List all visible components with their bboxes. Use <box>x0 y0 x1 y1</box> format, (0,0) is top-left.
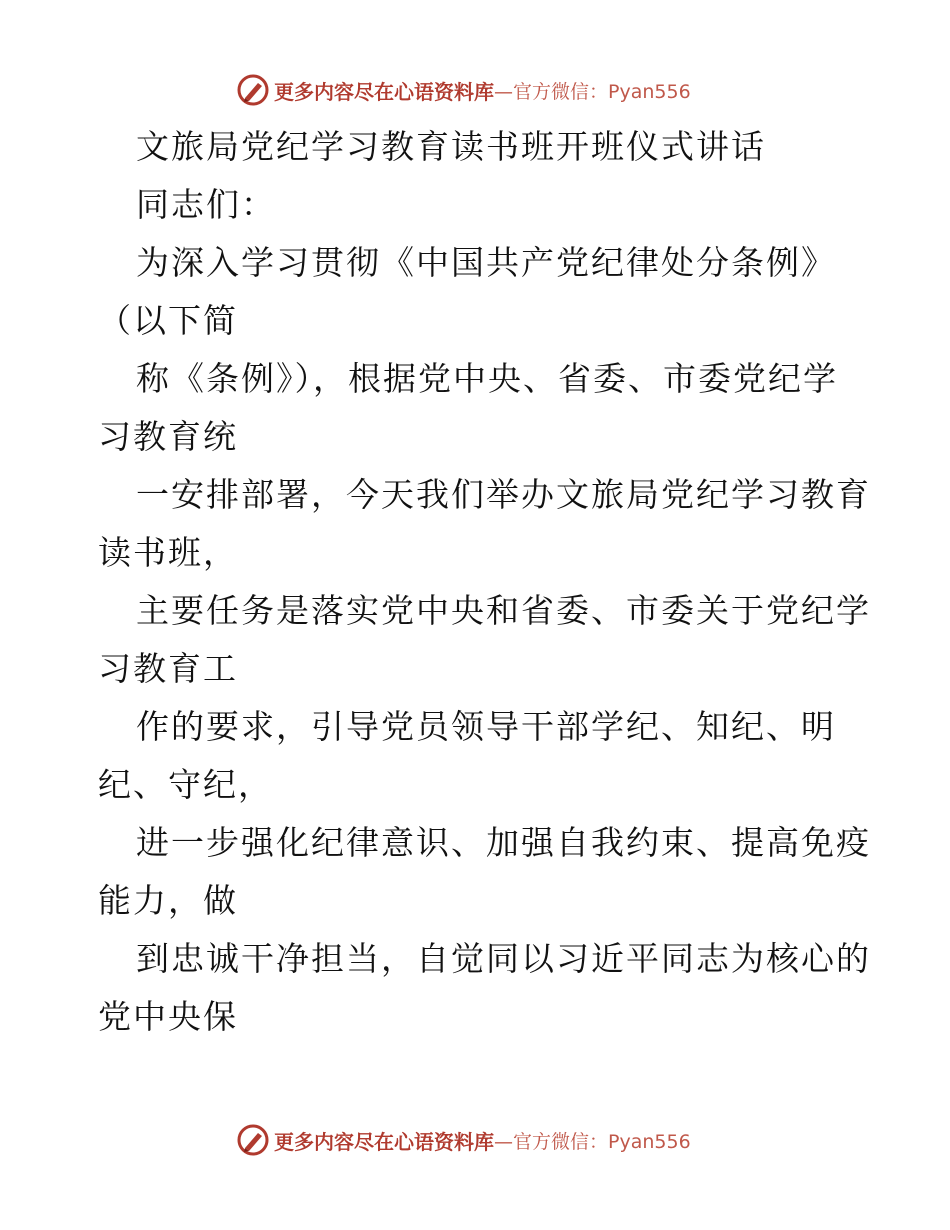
salutation: 同志们： <box>136 185 276 224</box>
pen-logo-icon <box>236 1123 270 1157</box>
body-line: 主要任务是落实党中央和省委、市委关于党纪学 <box>136 591 871 630</box>
document-title: 文旅局党纪学习教育读书班开班仪式讲话 <box>136 127 766 166</box>
watermark-wechat: —官方微信：Pyan556 <box>494 1130 691 1153</box>
body-line: 为深入学习贯彻《中国共产党纪律处分条例》 <box>136 243 836 282</box>
header-watermark <box>236 72 736 108</box>
body-line: （以下简 <box>98 301 238 340</box>
watermark-brand: 更多内容尽在心语资料库 <box>274 79 494 104</box>
body-line: 到忠诚干净担当，自觉同以习近平同志为核心的 <box>136 939 871 978</box>
watermark-wechat: —官方微信：Pyan556 <box>494 80 691 103</box>
body-line: 习教育工 <box>98 649 238 688</box>
watermark-brand: 更多内容尽在心语资料库 <box>274 1129 494 1154</box>
body-line: 纪、守纪， <box>98 765 273 804</box>
body-line: 进一步强化纪律意识、加强自我约束、提高免疫 <box>136 823 871 862</box>
body-line: 作的要求，引导党员领导干部学纪、知纪、明 <box>136 707 836 746</box>
body-line: 能力，做 <box>98 881 238 920</box>
body-line: 一安排部署，今天我们举办文旅局党纪学习教育 <box>136 475 871 514</box>
document-body <box>98 118 871 1046</box>
footer-watermark <box>236 1122 736 1158</box>
body-line: 习教育统 <box>98 417 238 456</box>
body-line: 称《条例》），根据党中央、省委、市委党纪学 <box>136 359 838 398</box>
body-line: 读书班， <box>98 533 238 572</box>
pen-logo-icon <box>236 73 270 107</box>
body-line: 党中央保 <box>98 997 238 1036</box>
